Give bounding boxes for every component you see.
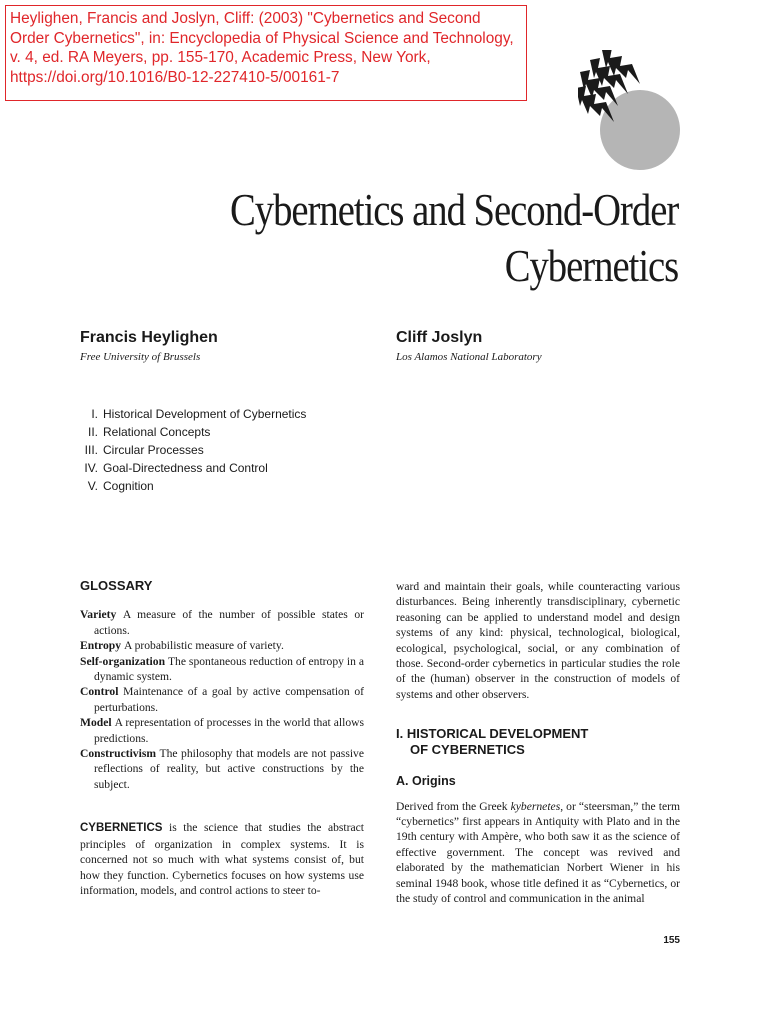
author-1 — [80, 329, 218, 363]
glossary-item — [80, 654, 364, 685]
title-line-1: Cybernetics and Second-Order — [229, 185, 678, 235]
glossary-list — [80, 607, 364, 792]
author-2 — [396, 329, 542, 363]
origins-text: , or “steersman,” the term “cybernetics” first appears in Antiquity with Plato and in the 19th century with Ampère, who both saw it as the science of effective government. The concept was revived and elaborated by the mathematician Norbert Wiener in his seminal 1948 book, whose title defined it as “Cybernetics, or the study of control and communication in the animal — [396, 799, 680, 906]
glossary-definition: The spontaneous reduction of entropy in a dynamic system. — [94, 654, 364, 684]
glossary-term: Model — [80, 716, 112, 730]
toc-label: Goal-Directedness and Control — [103, 461, 268, 475]
logo-circle — [600, 90, 680, 170]
table-of-contents — [80, 405, 306, 495]
toc-item — [80, 405, 306, 423]
glossary-term: Control — [80, 685, 119, 699]
author-name: Francis Heylighen — [80, 329, 218, 346]
article-title — [230, 182, 678, 294]
author-affiliation: Los Alamos National Laboratory — [396, 351, 542, 363]
intro-paragraph — [80, 820, 364, 898]
page-number: 155 — [663, 935, 680, 946]
toc-number: I. — [91, 407, 98, 421]
glossary-definition: The philosophy that models are not passive reflections of reality, but active constructions by the subject. — [94, 747, 364, 791]
toc-label: Cognition — [103, 479, 154, 493]
citation-box — [5, 5, 527, 101]
section-heading — [396, 726, 680, 758]
author-name: Cliff Joslyn — [396, 329, 483, 346]
glossary-item — [80, 715, 364, 746]
continuation-paragraph: ward and maintain their goals, while counteracting various disturbances. Being inherently transdisciplinary, cybernetic reasoning can be applied to understand model and design systems of any kind: physical, technological, biological, ecological, psychological, social, or any combination of those. Second-order cybernetics in particular studies the role of the (human) observer in the construction of models of systems and other observers. — [396, 580, 680, 701]
left-column — [80, 578, 364, 898]
toc-label: Historical Development of Cybernetics — [103, 407, 307, 421]
intro-text: is the science that studies the abstract principles of organization in complex systems. It is concerned not so much with what systems consist of, but how they function. Cybernetics focuses on how systems use information, models, and control actions to steer to- — [80, 821, 364, 897]
toc-item — [80, 423, 306, 441]
citation-line: v. 4, ed. RA Meyers, pp. 155-170, Academic Press, New York, — [10, 49, 431, 66]
glossary-item — [80, 638, 364, 653]
glossary-term: Entropy — [80, 639, 122, 653]
section-heading-line: OF CYBERNETICS — [410, 742, 525, 758]
glossary-item — [80, 607, 364, 638]
glossary-definition: A representation of processes in the world that allows predictions. — [94, 716, 364, 745]
citation-line: Order Cybernetics", in: Encyclopedia of Physical Science and Technology, — [10, 29, 514, 47]
toc-item — [80, 441, 306, 459]
toc-number: III. — [84, 443, 98, 457]
toc-item — [80, 459, 306, 477]
citation-line: Heylighen, Francis and Joslyn, Cliff: (2003) "Cybernetics and Second — [10, 10, 481, 27]
subsection-heading: A. Origins — [396, 774, 456, 789]
toc-label: Relational Concepts — [103, 425, 211, 439]
toc-number: IV. — [84, 461, 98, 475]
glossary-heading: GLOSSARY — [80, 578, 153, 593]
glossary-term: Variety — [80, 608, 117, 622]
toc-number: V. — [87, 479, 98, 493]
origins-text: Derived from the Greek — [396, 799, 511, 813]
author-affiliation: Free University of Brussels — [80, 351, 201, 363]
section-heading-line: I. HISTORICAL DEVELOPMENT — [396, 726, 589, 742]
title-line-2: Cybernetics — [504, 241, 678, 291]
toc-item — [80, 477, 306, 495]
glossary-term: Self-organization — [80, 654, 166, 668]
origins-paragraph — [396, 799, 680, 907]
glossary-definition: Maintenance of a goal by active compensation of perturbations. — [94, 685, 364, 714]
citation-doi: https://doi.org/10.1016/B0-12-227410-5/00161-7 — [10, 68, 340, 86]
glossary-item — [80, 746, 364, 792]
origins-italic: kybernetes — [510, 799, 561, 813]
glossary-item — [80, 684, 364, 715]
glossary-term: Constructivism — [80, 747, 156, 761]
lightning-bolts-logo — [578, 50, 688, 170]
toc-label: Circular Processes — [103, 443, 204, 457]
intro-keyword: CYBERNETICS — [80, 822, 163, 835]
glossary-definition: A measure of the number of possible states or actions. — [94, 608, 364, 637]
toc-number: II. — [87, 425, 98, 439]
glossary-definition: A probabilistic measure of variety. — [123, 639, 284, 653]
right-column — [396, 579, 680, 907]
